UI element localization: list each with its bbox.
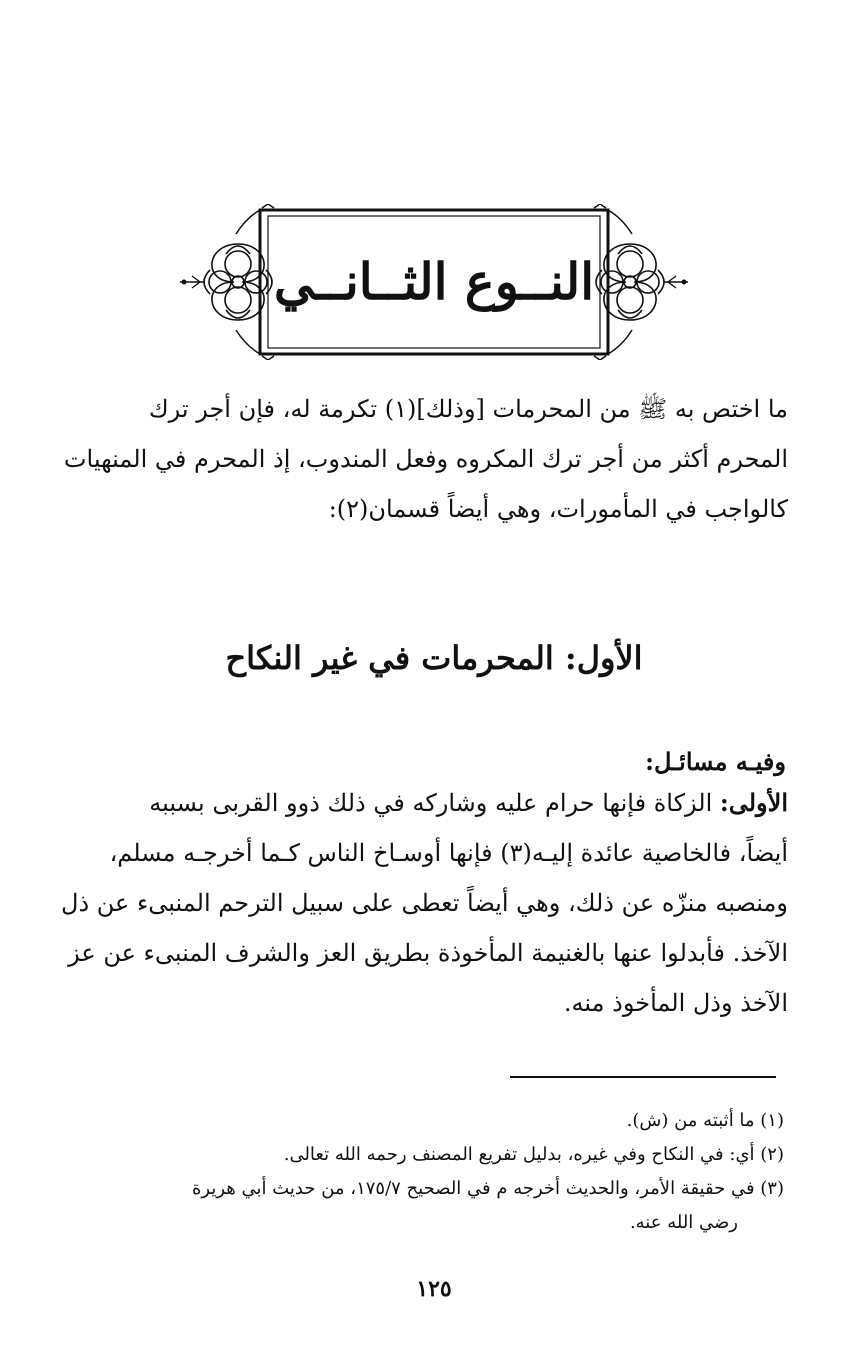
- title-ornament-frame: [176, 204, 692, 360]
- section-subheading: وفيـه مسائـل:: [645, 747, 786, 776]
- footnote: (١) ما أثبته من (ش).: [626, 1110, 784, 1131]
- intro-paragraph: [63, 384, 788, 534]
- issue-label: الأولى:: [719, 788, 788, 817]
- body-line: الآخذ وذل المأخوذ منه.: [563, 989, 788, 1017]
- intro-line: ما اختص به ﷺ من المحرمات [وذلك](١) تكرمة له، فإن أجر ترك: [148, 395, 788, 423]
- footnote: (٣) في حقيقة الأمر، والحديث أخرجه م في الصحيح ١٧٥/٧، من حديث أبي هريرة: [191, 1178, 784, 1199]
- footnote-divider: [510, 1076, 776, 1078]
- page-number: ١٢٥: [416, 1276, 452, 1302]
- footnotes: [80, 1104, 784, 1240]
- body-paragraph: [61, 778, 788, 1028]
- footnote: (٢) أي: في النكاح وفي غيره، بدليل تفريع المصنف رحمه الله تعالى.: [283, 1144, 784, 1165]
- body-line: [80, 778, 788, 828]
- intro-line: كالواجب في المأمورات، وهي أيضاً قسمان(٢):: [328, 495, 788, 523]
- section-heading: الأول: المحرمات في غير النكاح: [225, 639, 643, 677]
- intro-line: المحرم أكثر من أجر ترك المكروه وفعل المندوب، إذ المحرم في المنهيات: [63, 445, 788, 473]
- body-line: أيضاً، فالخاصية عائدة إليـه(٣) فإنها أوسـاخ الناس كـما أخرجـه مسلم،: [109, 839, 788, 867]
- body-line: الآخذ. فأبدلوا عنها بالغنيمة المأخوذة بطريق العز والشرف المنبىء عن عز: [68, 939, 788, 967]
- chapter-title: النــوع الثــانــي: [273, 252, 595, 311]
- body-line: ومنصبه منزّه عن ذلك، وهي أيضاً تعطى على سبيل الترحم المنبىء عن ذل: [61, 889, 788, 917]
- body-line-text: الزكاة فإنها حرام عليه وشاركه في ذلك ذوو القربى بسببه: [149, 789, 713, 817]
- footnote-continuation: رضي الله عنه.: [629, 1212, 738, 1233]
